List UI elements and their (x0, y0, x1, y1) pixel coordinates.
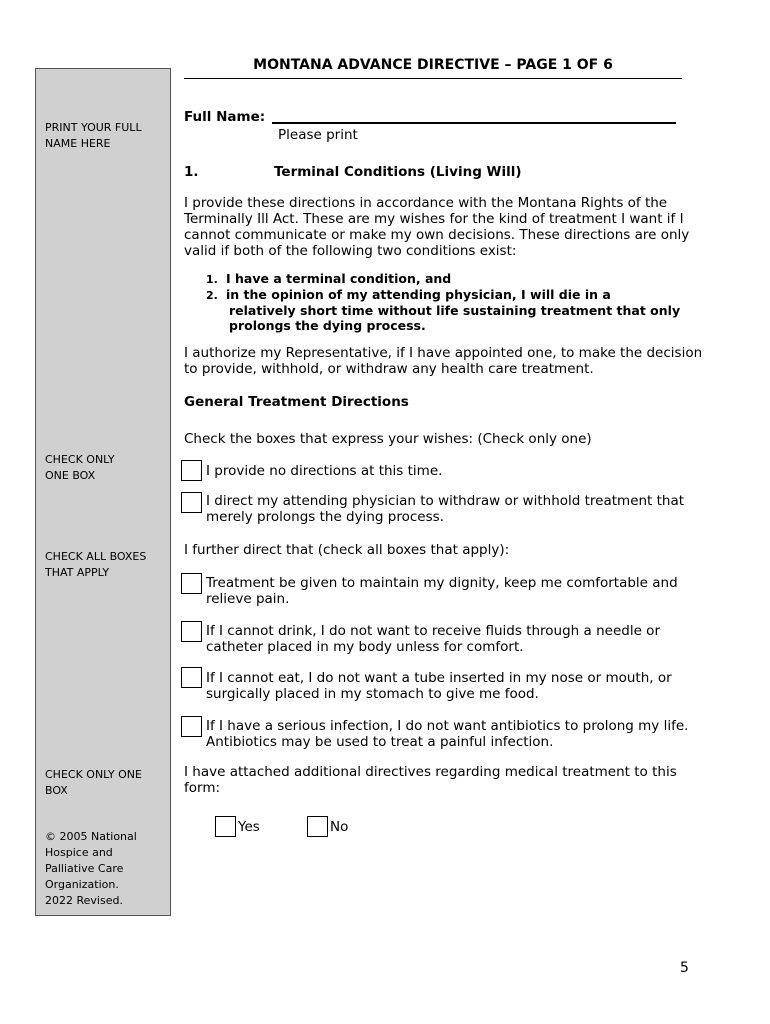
option-label: If I cannot drink, I do not want to receive fluids through a needle or catheter placed in my body unless for comfort. (206, 623, 660, 655)
section-title: Terminal Conditions (Living Will) (274, 164, 522, 180)
authorize-paragraph: I authorize my Representative, if I have appointed one, to make the decision to provide, withhold, or withdraw any health care treatment. (184, 345, 703, 377)
further-direct-prompt: I further direct that (check all boxes that apply): (184, 542, 510, 558)
option-label: I direct my attending physician to withdraw or withhold treatment that merely prolongs the dying process. (206, 493, 685, 525)
sidebar-note-check-one-box: CHECK ONLY ONE BOX (45, 768, 142, 797)
no-label: No (330, 819, 349, 835)
option-label: If I cannot eat, I do not want a tube inserted in my nose or mouth, or surgically placed in my stomach to give me food. (206, 670, 672, 702)
no-checkbox[interactable] (307, 816, 328, 837)
option-label: If I have a serious infection, I do not want antibiotics to prolong my life. Antibiotics may be used to treat a painful infection. (206, 718, 689, 750)
intro-line: cannot communicate or make my own decisions. These directions are only (184, 227, 690, 243)
sidebar-note-check-all: CHECK ALL BOXES THAT APPLY (45, 550, 147, 579)
condition-item: 1. I have a terminal condition, and (206, 271, 452, 286)
page-title: MONTANA ADVANCE DIRECTIVE – PAGE 1 OF 6 (184, 57, 682, 79)
attached-directives-paragraph: I have attached additional directives regarding medical treatment to this form: (184, 764, 677, 796)
check-one-prompt: Check the boxes that express your wishes: (Check only one) (184, 431, 592, 447)
no-antibiotics-checkbox[interactable] (181, 716, 202, 737)
intro-paragraph (184, 195, 689, 259)
withdraw-treatment-checkbox[interactable] (181, 492, 202, 513)
option-label: Treatment be given to maintain my dignity, keep me comfortable and relieve pain. (206, 575, 678, 607)
intro-line: valid if both of the following two conditions exist: (184, 243, 517, 259)
section-number: 1. (184, 164, 199, 180)
sidebar-note-print-name: PRINT YOUR FULL NAME HERE (45, 121, 142, 150)
full-name-label: Full Name: (184, 109, 266, 125)
general-directions-heading: General Treatment Directions (184, 394, 409, 410)
sidebar-note-check-one: CHECK ONLY ONE BOX (45, 453, 115, 482)
no-directions-checkbox[interactable] (181, 460, 202, 481)
please-print-hint: Please print (278, 127, 358, 143)
comfort-care-checkbox[interactable] (181, 573, 202, 594)
page-number: 5 (680, 960, 689, 976)
no-fluids-checkbox[interactable] (181, 621, 202, 642)
condition-item: 2. in the opinion of my attending physician, I will die in a relatively short time without life sustaining treatment that only prolongs the dying process. (206, 287, 681, 333)
sidebar-note-copyright: © 2005 National Hospice and Palliative Care Organization. 2022 Revised. (45, 830, 137, 907)
intro-line: Terminally Ill Act. These are my wishes for the kind of treatment I want if I (184, 211, 684, 227)
option-label: I provide no directions at this time. (206, 463, 443, 479)
full-name-field[interactable] (272, 122, 676, 124)
yes-label: Yes (238, 819, 260, 835)
yes-checkbox[interactable] (215, 816, 236, 837)
intro-line: I provide these directions in accordance with the Montana Rights of the (184, 195, 668, 211)
no-feeding-tube-checkbox[interactable] (181, 667, 202, 688)
conditions-list (206, 271, 680, 333)
